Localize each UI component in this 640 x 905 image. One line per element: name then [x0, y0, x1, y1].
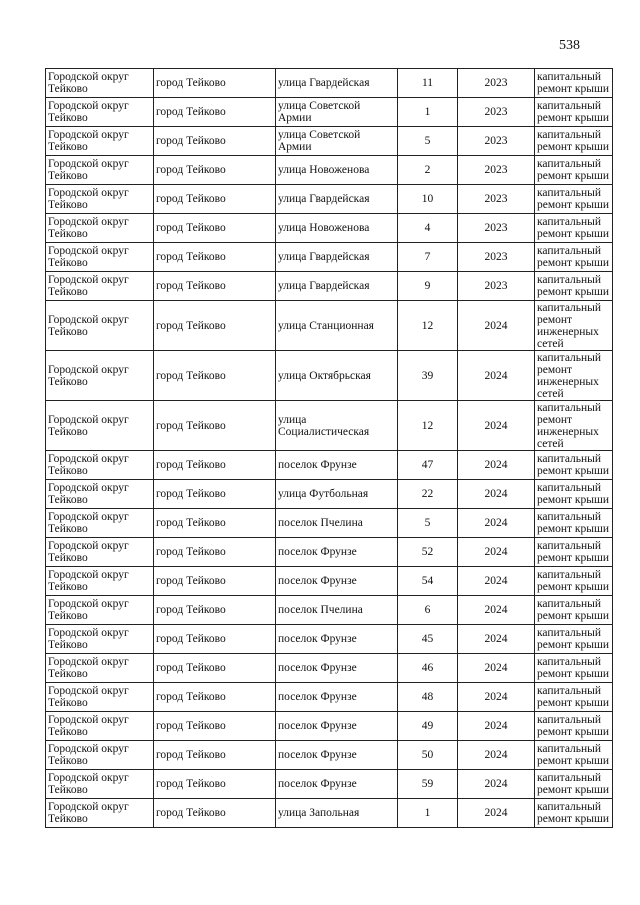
- year-cell: 2024: [458, 351, 535, 401]
- house-number-cell: 45: [398, 625, 458, 654]
- work-type-cell: капитальный ремонт крыши: [535, 509, 613, 538]
- house-number-cell: 1: [398, 799, 458, 828]
- locality-cell: город Тейково: [154, 625, 276, 654]
- table-row: [46, 351, 613, 401]
- year-cell: 2024: [458, 538, 535, 567]
- house-number-cell: 12: [398, 301, 458, 351]
- house-number-cell: 59: [398, 770, 458, 799]
- work-type-cell: капитальный ремонт крыши: [535, 214, 613, 243]
- street-cell: улица Новоженова: [276, 214, 398, 243]
- work-type-cell: капитальный ремонт инженерных сетей: [535, 301, 613, 351]
- work-type-cell: капитальный ремонт крыши: [535, 596, 613, 625]
- work-type-cell: капитальный ремонт крыши: [535, 69, 613, 98]
- locality-cell: город Тейково: [154, 770, 276, 799]
- table-row: [46, 683, 613, 712]
- table-row: [46, 272, 613, 301]
- table-row: [46, 214, 613, 243]
- house-number-cell: 5: [398, 509, 458, 538]
- work-type-cell: капитальный ремонт крыши: [535, 156, 613, 185]
- locality-cell: город Тейково: [154, 69, 276, 98]
- house-number-cell: 6: [398, 596, 458, 625]
- house-number-cell: 1: [398, 98, 458, 127]
- street-cell: поселок Фрунзе: [276, 770, 398, 799]
- locality-cell: город Тейково: [154, 351, 276, 401]
- street-cell: улица Гвардейская: [276, 243, 398, 272]
- house-number-cell: 39: [398, 351, 458, 401]
- year-cell: 2024: [458, 567, 535, 596]
- table-row: [46, 69, 613, 98]
- municipality-cell: Городской округ Тейково: [46, 351, 154, 401]
- municipality-cell: Городской округ Тейково: [46, 741, 154, 770]
- locality-cell: город Тейково: [154, 301, 276, 351]
- municipality-cell: Городской округ Тейково: [46, 712, 154, 741]
- year-cell: 2023: [458, 98, 535, 127]
- street-cell: улица Гвардейская: [276, 272, 398, 301]
- municipality-cell: Городской округ Тейково: [46, 214, 154, 243]
- municipality-cell: Городской округ Тейково: [46, 243, 154, 272]
- table-row: [46, 185, 613, 214]
- municipality-cell: Городской округ Тейково: [46, 567, 154, 596]
- street-cell: улица Новоженова: [276, 156, 398, 185]
- year-cell: 2023: [458, 243, 535, 272]
- page-number: 538: [559, 38, 580, 53]
- municipality-cell: Городской округ Тейково: [46, 625, 154, 654]
- year-cell: 2023: [458, 69, 535, 98]
- work-type-cell: капитальный ремонт крыши: [535, 538, 613, 567]
- table-row: [46, 654, 613, 683]
- house-number-cell: 7: [398, 243, 458, 272]
- table-row: [46, 625, 613, 654]
- work-type-cell: капитальный ремонт крыши: [535, 243, 613, 272]
- municipality-cell: Городской округ Тейково: [46, 509, 154, 538]
- house-number-cell: 52: [398, 538, 458, 567]
- work-type-cell: капитальный ремонт крыши: [535, 567, 613, 596]
- table-row: [46, 509, 613, 538]
- work-type-cell: капитальный ремонт крыши: [535, 683, 613, 712]
- locality-cell: город Тейково: [154, 741, 276, 770]
- house-number-cell: 11: [398, 69, 458, 98]
- locality-cell: город Тейково: [154, 683, 276, 712]
- work-type-cell: капитальный ремонт крыши: [535, 712, 613, 741]
- street-cell: поселок Фрунзе: [276, 625, 398, 654]
- municipality-cell: Городской округ Тейково: [46, 156, 154, 185]
- municipality-cell: Городской округ Тейково: [46, 69, 154, 98]
- locality-cell: город Тейково: [154, 451, 276, 480]
- municipality-cell: Городской округ Тейково: [46, 538, 154, 567]
- locality-cell: город Тейково: [154, 799, 276, 828]
- house-number-cell: 49: [398, 712, 458, 741]
- municipality-cell: Городской округ Тейково: [46, 799, 154, 828]
- work-type-cell: капитальный ремонт крыши: [535, 451, 613, 480]
- municipality-cell: Городской округ Тейково: [46, 654, 154, 683]
- locality-cell: город Тейково: [154, 654, 276, 683]
- municipality-cell: Городской округ Тейково: [46, 401, 154, 451]
- table-row: [46, 156, 613, 185]
- street-cell: поселок Пчелина: [276, 596, 398, 625]
- house-number-cell: 2: [398, 156, 458, 185]
- work-type-cell: капитальный ремонт инженерных сетей: [535, 351, 613, 401]
- work-type-cell: капитальный ремонт крыши: [535, 272, 613, 301]
- table-body: [46, 69, 613, 828]
- house-number-cell: 48: [398, 683, 458, 712]
- year-cell: 2024: [458, 683, 535, 712]
- table-row: [46, 451, 613, 480]
- year-cell: 2024: [458, 654, 535, 683]
- house-number-cell: 22: [398, 480, 458, 509]
- work-type-cell: капитальный ремонт крыши: [535, 770, 613, 799]
- street-cell: улица Октябрьская: [276, 351, 398, 401]
- street-cell: улица Гвардейская: [276, 69, 398, 98]
- house-number-cell: 54: [398, 567, 458, 596]
- house-number-cell: 5: [398, 127, 458, 156]
- municipality-cell: Городской округ Тейково: [46, 683, 154, 712]
- locality-cell: город Тейково: [154, 272, 276, 301]
- locality-cell: город Тейково: [154, 156, 276, 185]
- house-number-cell: 9: [398, 272, 458, 301]
- year-cell: 2023: [458, 127, 535, 156]
- locality-cell: город Тейково: [154, 480, 276, 509]
- repair-schedule-table: [45, 68, 613, 828]
- table-row: [46, 799, 613, 828]
- year-cell: 2024: [458, 401, 535, 451]
- municipality-cell: Городской округ Тейково: [46, 272, 154, 301]
- municipality-cell: Городской округ Тейково: [46, 770, 154, 799]
- house-number-cell: 47: [398, 451, 458, 480]
- locality-cell: город Тейково: [154, 243, 276, 272]
- year-cell: 2024: [458, 480, 535, 509]
- house-number-cell: 4: [398, 214, 458, 243]
- locality-cell: город Тейково: [154, 127, 276, 156]
- work-type-cell: капитальный ремонт крыши: [535, 185, 613, 214]
- year-cell: 2023: [458, 214, 535, 243]
- municipality-cell: Городской округ Тейково: [46, 596, 154, 625]
- table-row: [46, 567, 613, 596]
- year-cell: 2024: [458, 770, 535, 799]
- year-cell: 2024: [458, 596, 535, 625]
- street-cell: поселок Фрунзе: [276, 538, 398, 567]
- locality-cell: город Тейково: [154, 98, 276, 127]
- street-cell: поселок Фрунзе: [276, 567, 398, 596]
- table-row: [46, 538, 613, 567]
- table-row: [46, 243, 613, 272]
- year-cell: 2024: [458, 451, 535, 480]
- locality-cell: город Тейково: [154, 401, 276, 451]
- year-cell: 2024: [458, 509, 535, 538]
- street-cell: улица Советской Армии: [276, 98, 398, 127]
- year-cell: 2023: [458, 272, 535, 301]
- work-type-cell: капитальный ремонт крыши: [535, 741, 613, 770]
- year-cell: 2023: [458, 156, 535, 185]
- work-type-cell: капитальный ремонт крыши: [535, 127, 613, 156]
- table-row: [46, 480, 613, 509]
- table-row: [46, 401, 613, 451]
- locality-cell: город Тейково: [154, 712, 276, 741]
- year-cell: 2024: [458, 712, 535, 741]
- locality-cell: город Тейково: [154, 185, 276, 214]
- street-cell: поселок Пчелина: [276, 509, 398, 538]
- work-type-cell: капитальный ремонт крыши: [535, 799, 613, 828]
- locality-cell: город Тейково: [154, 214, 276, 243]
- municipality-cell: Городской округ Тейково: [46, 301, 154, 351]
- street-cell: улица Советской Армии: [276, 127, 398, 156]
- street-cell: улица Гвардейская: [276, 185, 398, 214]
- house-number-cell: 12: [398, 401, 458, 451]
- work-type-cell: капитальный ремонт крыши: [535, 480, 613, 509]
- house-number-cell: 10: [398, 185, 458, 214]
- municipality-cell: Городской округ Тейково: [46, 480, 154, 509]
- street-cell: поселок Фрунзе: [276, 451, 398, 480]
- locality-cell: город Тейково: [154, 509, 276, 538]
- municipality-cell: Городской округ Тейково: [46, 127, 154, 156]
- street-cell: улица Футбольная: [276, 480, 398, 509]
- year-cell: 2024: [458, 625, 535, 654]
- locality-cell: город Тейково: [154, 567, 276, 596]
- municipality-cell: Городской округ Тейково: [46, 451, 154, 480]
- year-cell: 2024: [458, 301, 535, 351]
- table-row: [46, 596, 613, 625]
- locality-cell: город Тейково: [154, 538, 276, 567]
- street-cell: поселок Фрунзе: [276, 654, 398, 683]
- street-cell: поселок Фрунзе: [276, 712, 398, 741]
- street-cell: поселок Фрунзе: [276, 741, 398, 770]
- work-type-cell: капитальный ремонт крыши: [535, 625, 613, 654]
- year-cell: 2024: [458, 741, 535, 770]
- table-row: [46, 127, 613, 156]
- table-row: [46, 98, 613, 127]
- street-cell: улица Станционная: [276, 301, 398, 351]
- year-cell: 2024: [458, 799, 535, 828]
- house-number-cell: 46: [398, 654, 458, 683]
- table-row: [46, 770, 613, 799]
- work-type-cell: капитальный ремонт крыши: [535, 654, 613, 683]
- work-type-cell: капитальный ремонт крыши: [535, 98, 613, 127]
- street-cell: поселок Фрунзе: [276, 683, 398, 712]
- table-row: [46, 301, 613, 351]
- year-cell: 2023: [458, 185, 535, 214]
- table-row: [46, 712, 613, 741]
- street-cell: улица Социалистическая: [276, 401, 398, 451]
- work-type-cell: капитальный ремонт инженерных сетей: [535, 401, 613, 451]
- municipality-cell: Городской округ Тейково: [46, 98, 154, 127]
- locality-cell: город Тейково: [154, 596, 276, 625]
- house-number-cell: 50: [398, 741, 458, 770]
- street-cell: улица Запольная: [276, 799, 398, 828]
- table-row: [46, 741, 613, 770]
- municipality-cell: Городской округ Тейково: [46, 185, 154, 214]
